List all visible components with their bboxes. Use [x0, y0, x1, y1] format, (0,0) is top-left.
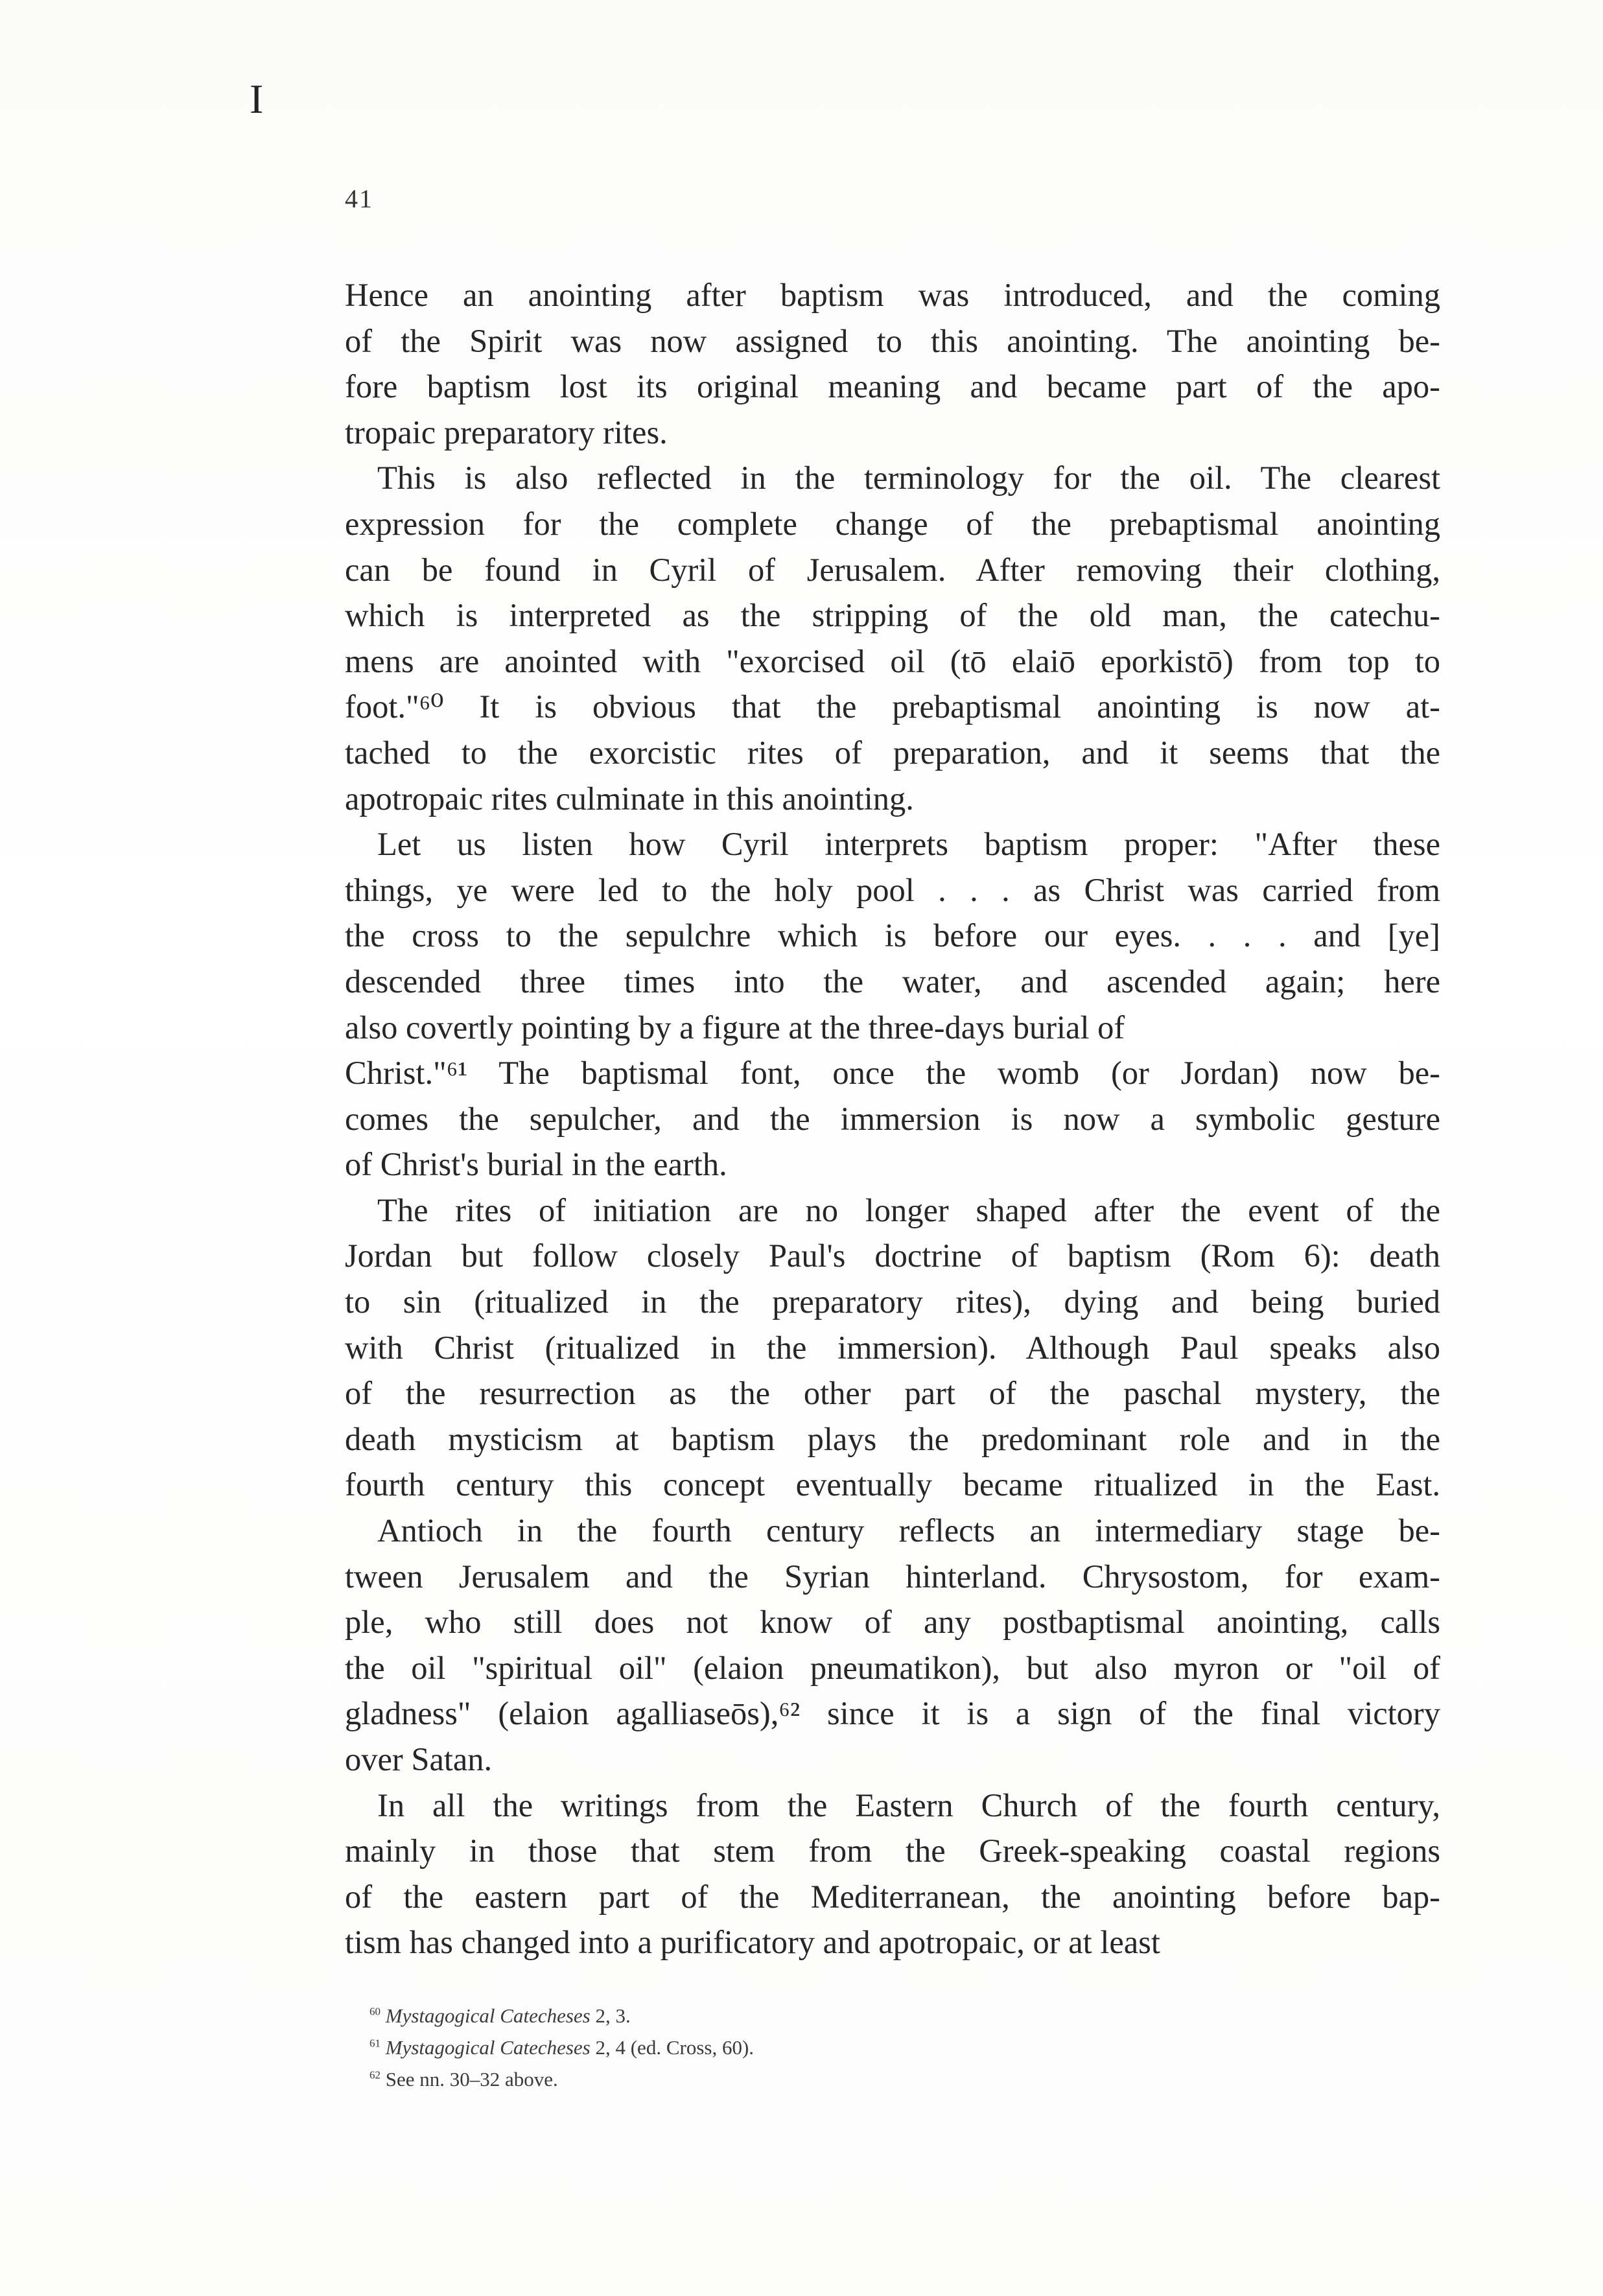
paragraph	[345, 1188, 1440, 1508]
text-line: of the Spirit was now assigned to this anointing. The anointing be-	[345, 322, 1440, 359]
footnote	[369, 2000, 1407, 2032]
body-text	[345, 272, 1440, 1965]
text-line: can be found in Cyril of Jerusalem. After removing their clothing,	[345, 551, 1440, 588]
text-line: In all the writings from the Eastern Church of the fourth century,	[377, 1786, 1440, 1823]
text-line: death mysticism at baptism plays the predominant role and in the	[345, 1420, 1440, 1457]
text-line: the oil "spiritual oil" (elaion pneumatikon), but also myron or "oil of	[345, 1649, 1440, 1686]
text-line: the cross to the sepulchre which is before our eyes. . . . and [ye]	[345, 917, 1440, 954]
text-line: comes the sepulcher, and the immersion is now a symbolic gesture	[345, 1100, 1440, 1137]
footnote-title: Mystagogical Catecheses	[385, 2004, 591, 2027]
text-line: The rites of initiation are no longer shaped after the event of the	[377, 1191, 1440, 1228]
paragraph	[345, 1508, 1440, 1783]
footnote-text: 2, 4 (ed. Cross, 60).	[590, 2036, 755, 2059]
text-line: fourth century this concept eventually became ritualized in the East.	[345, 1466, 1440, 1503]
footnote-marker: 61	[369, 2037, 381, 2050]
text-line: Hence an anointing after baptism was introduced, and the coming	[345, 277, 1440, 313]
text-line: Let us listen how Cyril interprets baptism proper: "After these	[377, 826, 1440, 863]
page-number: 41	[345, 184, 373, 213]
footnote	[369, 2032, 1407, 2063]
text-line: over Satan.	[345, 1741, 493, 1777]
text-line: with Christ (ritualized in the immersion). Although Paul speaks also	[345, 1329, 1440, 1366]
text-line: fore baptism lost its original meaning and became part of the apo-	[345, 368, 1440, 405]
margin-mark: I	[250, 76, 264, 122]
text-line: tached to the exorcistic rites of preparation, and it seems that the	[345, 734, 1440, 771]
text-line: also covertly pointing by a figure at the three-days burial of	[345, 1009, 1125, 1046]
text-line: of the resurrection as the other part of the paschal mystery, the	[345, 1375, 1440, 1412]
text-line: descended three times into the water, and ascended again; here	[345, 963, 1440, 1000]
text-line: foot."⁶⁰ It is obvious that the prebaptismal anointing is now at-	[345, 688, 1440, 725]
paragraph	[345, 1783, 1440, 1965]
footnote	[369, 2063, 1407, 2095]
text-line: which is interpreted as the stripping of the old man, the catechu-	[345, 597, 1440, 634]
footnote-marker: 62	[369, 2068, 381, 2081]
text-line: Jordan but follow closely Paul's doctrine of baptism (Rom 6): death	[345, 1237, 1440, 1274]
paragraph	[345, 821, 1440, 1188]
text-line: of the eastern part of the Mediterranean, the anointing before bap-	[345, 1878, 1440, 1915]
text-line: to sin (ritualized in the preparatory rites), dying and being buried	[345, 1283, 1440, 1320]
text-line: mainly in those that stem from the Greek-speaking coastal regions	[345, 1833, 1440, 1869]
text-line: Christ."⁶¹ The baptismal font, once the womb (or Jordan) now be-	[345, 1055, 1440, 1092]
paragraph	[345, 272, 1440, 455]
text-line: apotropaic rites culminate in this anointing.	[345, 780, 914, 817]
text-line: ple, who still does not know of any postbaptismal anointing, calls	[345, 1604, 1440, 1641]
text-line: mens are anointed with "exorcised oil (tō elaiō eporkistō) from top to	[345, 642, 1440, 679]
text-line: expression for the complete change of the prebaptismal anointing	[345, 505, 1440, 542]
text-line: tropaic preparatory rites.	[345, 414, 668, 451]
text-line: gladness" (elaion agalliaseōs),⁶² since it is a sign of the final victory	[345, 1695, 1440, 1732]
footnote-text: See nn. 30–32 above.	[385, 2068, 558, 2091]
text-line: This is also reflected in the terminology for the oil. The clearest	[377, 460, 1440, 497]
footnotes	[369, 2000, 1407, 2095]
text-line: things, ye were led to the holy pool . . . as Christ was carried from	[345, 871, 1440, 908]
footnote-text: 2, 3.	[590, 2004, 631, 2027]
footnote-title: Mystagogical Catecheses	[385, 2036, 591, 2059]
text-line: Antioch in the fourth century reflects an intermediary stage be-	[377, 1512, 1440, 1549]
paragraph	[345, 455, 1440, 821]
text-line: of Christ's burial in the earth.	[345, 1146, 727, 1183]
footnote-marker: 60	[369, 2005, 381, 2018]
text-line: tism has changed into a purificatory and apotropaic, or at least	[345, 1924, 1160, 1961]
text-line: tween Jerusalem and the Syrian hinterland. Chrysostom, for exam-	[345, 1558, 1440, 1595]
